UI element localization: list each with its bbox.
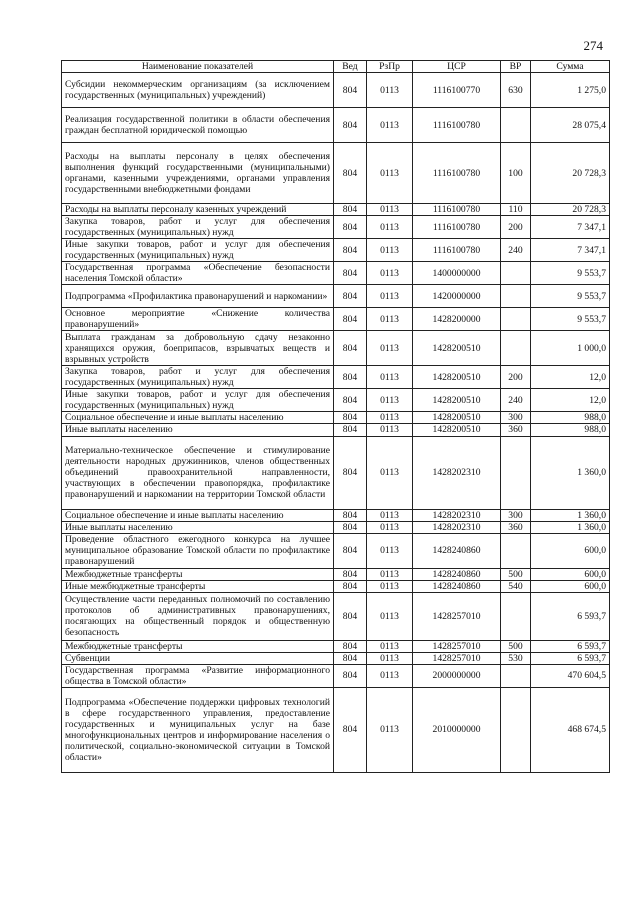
row-sum: 20 728,3 bbox=[531, 204, 610, 216]
row-name: Иные межбюджетные трансферты bbox=[62, 580, 334, 592]
header-csr: ЦСР bbox=[413, 61, 501, 73]
table-row bbox=[62, 687, 610, 772]
row-csr: 1428257010 bbox=[413, 640, 501, 652]
row-vr: 100 bbox=[501, 143, 531, 204]
row-sum: 9 553,7 bbox=[531, 262, 610, 285]
row-rzpr: 0113 bbox=[367, 436, 413, 509]
row-sum: 12,0 bbox=[531, 366, 610, 389]
table-row bbox=[62, 366, 610, 389]
table-row bbox=[62, 533, 610, 568]
row-ved: 804 bbox=[334, 412, 367, 424]
row-csr: 1116100780 bbox=[413, 143, 501, 204]
row-csr: 1116100770 bbox=[413, 73, 501, 108]
row-ved: 804 bbox=[334, 331, 367, 366]
row-sum: 1 275,0 bbox=[531, 73, 610, 108]
row-csr: 2010000000 bbox=[413, 687, 501, 772]
row-ved: 804 bbox=[334, 640, 367, 652]
header-ved: Вед bbox=[334, 61, 367, 73]
row-csr: 1116100780 bbox=[413, 239, 501, 262]
row-sum: 468 674,5 bbox=[531, 687, 610, 772]
row-ved: 804 bbox=[334, 216, 367, 239]
row-sum: 988,0 bbox=[531, 424, 610, 436]
row-vr bbox=[501, 687, 531, 772]
row-name: Государственная программа «Развитие информационного общества в Томской области» bbox=[62, 664, 334, 687]
table-row bbox=[62, 216, 610, 239]
row-name: Осуществление части переданных полномочий по составлению протоколов об административных правонарушениях, посягающих на общественный порядок и общественную безопасность bbox=[62, 592, 334, 640]
row-rzpr: 0113 bbox=[367, 640, 413, 652]
row-csr: 1428202310 bbox=[413, 436, 501, 509]
row-rzpr: 0113 bbox=[367, 73, 413, 108]
row-name: Выплата гражданам за добровольную сдачу незаконно хранящихся оружия, боеприпасов, взрывчатых веществ и взрывных устройств bbox=[62, 331, 334, 366]
row-sum: 9 553,7 bbox=[531, 308, 610, 331]
row-vr: 110 bbox=[501, 204, 531, 216]
row-vr: 630 bbox=[501, 73, 531, 108]
row-csr: 2000000000 bbox=[413, 664, 501, 687]
row-rzpr: 0113 bbox=[367, 568, 413, 580]
row-ved: 804 bbox=[334, 389, 367, 412]
row-rzpr: 0113 bbox=[367, 331, 413, 366]
row-ved: 804 bbox=[334, 664, 367, 687]
table-row bbox=[62, 262, 610, 285]
row-csr: 1428202310 bbox=[413, 521, 501, 533]
row-vr bbox=[501, 285, 531, 308]
row-name: Иные закупки товаров, работ и услуг для обеспечения государственных (муниципальных) нужд bbox=[62, 389, 334, 412]
row-sum: 20 728,3 bbox=[531, 143, 610, 204]
row-sum: 28 075,4 bbox=[531, 108, 610, 143]
row-vr bbox=[501, 592, 531, 640]
row-rzpr: 0113 bbox=[367, 239, 413, 262]
page-number: 274 bbox=[583, 38, 603, 53]
row-ved: 804 bbox=[334, 262, 367, 285]
row-name: Проведение областного ежегодного конкурса на лучшее муниципальное образование Томской области по профилактике правонарушений bbox=[62, 533, 334, 568]
row-csr: 1116100780 bbox=[413, 204, 501, 216]
row-csr: 1400000000 bbox=[413, 262, 501, 285]
row-ved: 804 bbox=[334, 521, 367, 533]
row-name: Материально-техническое обеспечение и стимулирование деятельности народных дружинников, членов общественных объединений правоохранительной направленности, участвующих в обеспечении правопорядка, профилактике правонарушений и наркомании на территории Томской области bbox=[62, 436, 334, 509]
row-rzpr: 0113 bbox=[367, 366, 413, 389]
row-csr: 1428200510 bbox=[413, 366, 501, 389]
row-csr: 1428200000 bbox=[413, 308, 501, 331]
table-row bbox=[62, 331, 610, 366]
row-ved: 804 bbox=[334, 366, 367, 389]
table-row bbox=[62, 509, 610, 521]
table-row bbox=[62, 521, 610, 533]
row-sum: 470 604,5 bbox=[531, 664, 610, 687]
row-rzpr: 0113 bbox=[367, 580, 413, 592]
row-rzpr: 0113 bbox=[367, 216, 413, 239]
row-ved: 804 bbox=[334, 509, 367, 521]
row-rzpr: 0113 bbox=[367, 204, 413, 216]
row-rzpr: 0113 bbox=[367, 521, 413, 533]
row-name: Реализация государственной политики в области обеспечения граждан бесплатной юридической помощью bbox=[62, 108, 334, 143]
row-name: Иные закупки товаров, работ и услуг для обеспечения государственных (муниципальных) нужд bbox=[62, 239, 334, 262]
row-name: Подпрограмма «Обеспечение поддержки цифровых технологий в сфере государственного управления, предоставление государственных и муниципальных услуг на базе многофункциональных центров и информирование населения о политической, социально-экономической ситуации в Томской области» bbox=[62, 687, 334, 772]
row-csr: 1428257010 bbox=[413, 592, 501, 640]
row-rzpr: 0113 bbox=[367, 108, 413, 143]
table-row bbox=[62, 592, 610, 640]
row-name: Социальное обеспечение и иные выплаты населению bbox=[62, 412, 334, 424]
row-sum: 6 593,7 bbox=[531, 592, 610, 640]
row-vr: 240 bbox=[501, 239, 531, 262]
table-row bbox=[62, 436, 610, 509]
table-row bbox=[62, 204, 610, 216]
row-csr: 1428202310 bbox=[413, 509, 501, 521]
row-sum: 6 593,7 bbox=[531, 652, 610, 664]
row-ved: 804 bbox=[334, 424, 367, 436]
row-sum: 7 347,1 bbox=[531, 239, 610, 262]
row-ved: 804 bbox=[334, 436, 367, 509]
budget-table bbox=[61, 60, 610, 773]
table-row bbox=[62, 568, 610, 580]
row-name: Межбюджетные трансферты bbox=[62, 640, 334, 652]
row-vr bbox=[501, 108, 531, 143]
row-csr: 1116100780 bbox=[413, 216, 501, 239]
row-ved: 804 bbox=[334, 592, 367, 640]
row-csr: 1428200510 bbox=[413, 389, 501, 412]
row-sum: 12,0 bbox=[531, 389, 610, 412]
row-vr: 360 bbox=[501, 521, 531, 533]
table-row bbox=[62, 640, 610, 652]
row-name: Расходы на выплаты персоналу казенных учреждений bbox=[62, 204, 334, 216]
row-ved: 804 bbox=[334, 687, 367, 772]
row-vr: 540 bbox=[501, 580, 531, 592]
row-sum: 600,0 bbox=[531, 580, 610, 592]
row-vr bbox=[501, 262, 531, 285]
row-name: Закупка товаров, работ и услуг для обеспечения государственных (муниципальных) нужд bbox=[62, 216, 334, 239]
row-name: Основное мероприятие «Снижение количества правонарушений» bbox=[62, 308, 334, 331]
row-ved: 804 bbox=[334, 652, 367, 664]
row-name: Субсидии некоммерческим организациям (за исключением государственных (муниципальных) учреждений) bbox=[62, 73, 334, 108]
row-name: Иные выплаты населению bbox=[62, 424, 334, 436]
row-ved: 804 bbox=[334, 204, 367, 216]
row-sum: 1 000,0 bbox=[531, 331, 610, 366]
row-sum: 600,0 bbox=[531, 533, 610, 568]
row-csr: 1428200510 bbox=[413, 331, 501, 366]
row-vr: 500 bbox=[501, 640, 531, 652]
row-rzpr: 0113 bbox=[367, 389, 413, 412]
row-ved: 804 bbox=[334, 143, 367, 204]
row-name: Государственная программа «Обеспечение безопасности населения Томской области» bbox=[62, 262, 334, 285]
row-sum: 1 360,0 bbox=[531, 521, 610, 533]
table-header-row bbox=[62, 61, 610, 73]
row-rzpr: 0113 bbox=[367, 424, 413, 436]
row-name: Расходы на выплаты персоналу в целях обеспечения выполнения функций государственными (муниципальными) органами, казенными учреждениями, органами управления государственными внебюджетными фондами bbox=[62, 143, 334, 204]
row-name: Закупка товаров, работ и услуг для обеспечения государственных (муниципальных) нужд bbox=[62, 366, 334, 389]
row-ved: 804 bbox=[334, 580, 367, 592]
row-rzpr: 0113 bbox=[367, 652, 413, 664]
row-csr: 1428200510 bbox=[413, 412, 501, 424]
row-vr: 300 bbox=[501, 509, 531, 521]
table-row bbox=[62, 73, 610, 108]
row-rzpr: 0113 bbox=[367, 285, 413, 308]
row-rzpr: 0113 bbox=[367, 509, 413, 521]
row-vr: 200 bbox=[501, 366, 531, 389]
table-row bbox=[62, 424, 610, 436]
row-csr: 1428240860 bbox=[413, 568, 501, 580]
row-ved: 804 bbox=[334, 568, 367, 580]
table-row bbox=[62, 108, 610, 143]
table-row bbox=[62, 664, 610, 687]
table-body bbox=[62, 73, 610, 773]
row-sum: 1 360,0 bbox=[531, 509, 610, 521]
row-vr: 500 bbox=[501, 568, 531, 580]
row-ved: 804 bbox=[334, 239, 367, 262]
row-vr bbox=[501, 436, 531, 509]
row-rzpr: 0113 bbox=[367, 262, 413, 285]
row-sum: 1 360,0 bbox=[531, 436, 610, 509]
row-sum: 600,0 bbox=[531, 568, 610, 580]
row-csr: 1420000000 bbox=[413, 285, 501, 308]
row-ved: 804 bbox=[334, 73, 367, 108]
row-sum: 7 347,1 bbox=[531, 216, 610, 239]
row-name: Субвенции bbox=[62, 652, 334, 664]
table-row bbox=[62, 412, 610, 424]
header-rzpr: РзПр bbox=[367, 61, 413, 73]
row-name: Иные выплаты населению bbox=[62, 521, 334, 533]
row-vr: 240 bbox=[501, 389, 531, 412]
header-name: Наименование показателей bbox=[62, 61, 334, 73]
row-sum: 6 593,7 bbox=[531, 640, 610, 652]
row-ved: 804 bbox=[334, 533, 367, 568]
row-vr: 200 bbox=[501, 216, 531, 239]
row-ved: 804 bbox=[334, 308, 367, 331]
header-sum: Сумма bbox=[531, 61, 610, 73]
row-sum: 988,0 bbox=[531, 412, 610, 424]
row-rzpr: 0113 bbox=[367, 412, 413, 424]
table-row bbox=[62, 285, 610, 308]
table-row bbox=[62, 308, 610, 331]
row-vr: 360 bbox=[501, 424, 531, 436]
row-csr: 1428257010 bbox=[413, 652, 501, 664]
row-rzpr: 0113 bbox=[367, 308, 413, 331]
row-sum: 9 553,7 bbox=[531, 285, 610, 308]
table-row bbox=[62, 143, 610, 204]
row-csr: 1116100780 bbox=[413, 108, 501, 143]
row-rzpr: 0113 bbox=[367, 592, 413, 640]
row-name: Подпрограмма «Профилактика правонарушений и наркомании» bbox=[62, 285, 334, 308]
row-csr: 1428240860 bbox=[413, 533, 501, 568]
row-csr: 1428240860 bbox=[413, 580, 501, 592]
row-vr bbox=[501, 533, 531, 568]
row-ved: 804 bbox=[334, 108, 367, 143]
row-vr bbox=[501, 331, 531, 366]
row-rzpr: 0113 bbox=[367, 533, 413, 568]
row-csr: 1428200510 bbox=[413, 424, 501, 436]
table-row bbox=[62, 389, 610, 412]
row-vr: 530 bbox=[501, 652, 531, 664]
row-rzpr: 0113 bbox=[367, 664, 413, 687]
table-row bbox=[62, 652, 610, 664]
row-vr bbox=[501, 664, 531, 687]
table-row bbox=[62, 239, 610, 262]
header-vr: ВР bbox=[501, 61, 531, 73]
row-vr: 300 bbox=[501, 412, 531, 424]
row-name: Социальное обеспечение и иные выплаты населению bbox=[62, 509, 334, 521]
row-vr bbox=[501, 308, 531, 331]
row-name: Межбюджетные трансферты bbox=[62, 568, 334, 580]
row-rzpr: 0113 bbox=[367, 687, 413, 772]
row-rzpr: 0113 bbox=[367, 143, 413, 204]
row-ved: 804 bbox=[334, 285, 367, 308]
table-row bbox=[62, 580, 610, 592]
